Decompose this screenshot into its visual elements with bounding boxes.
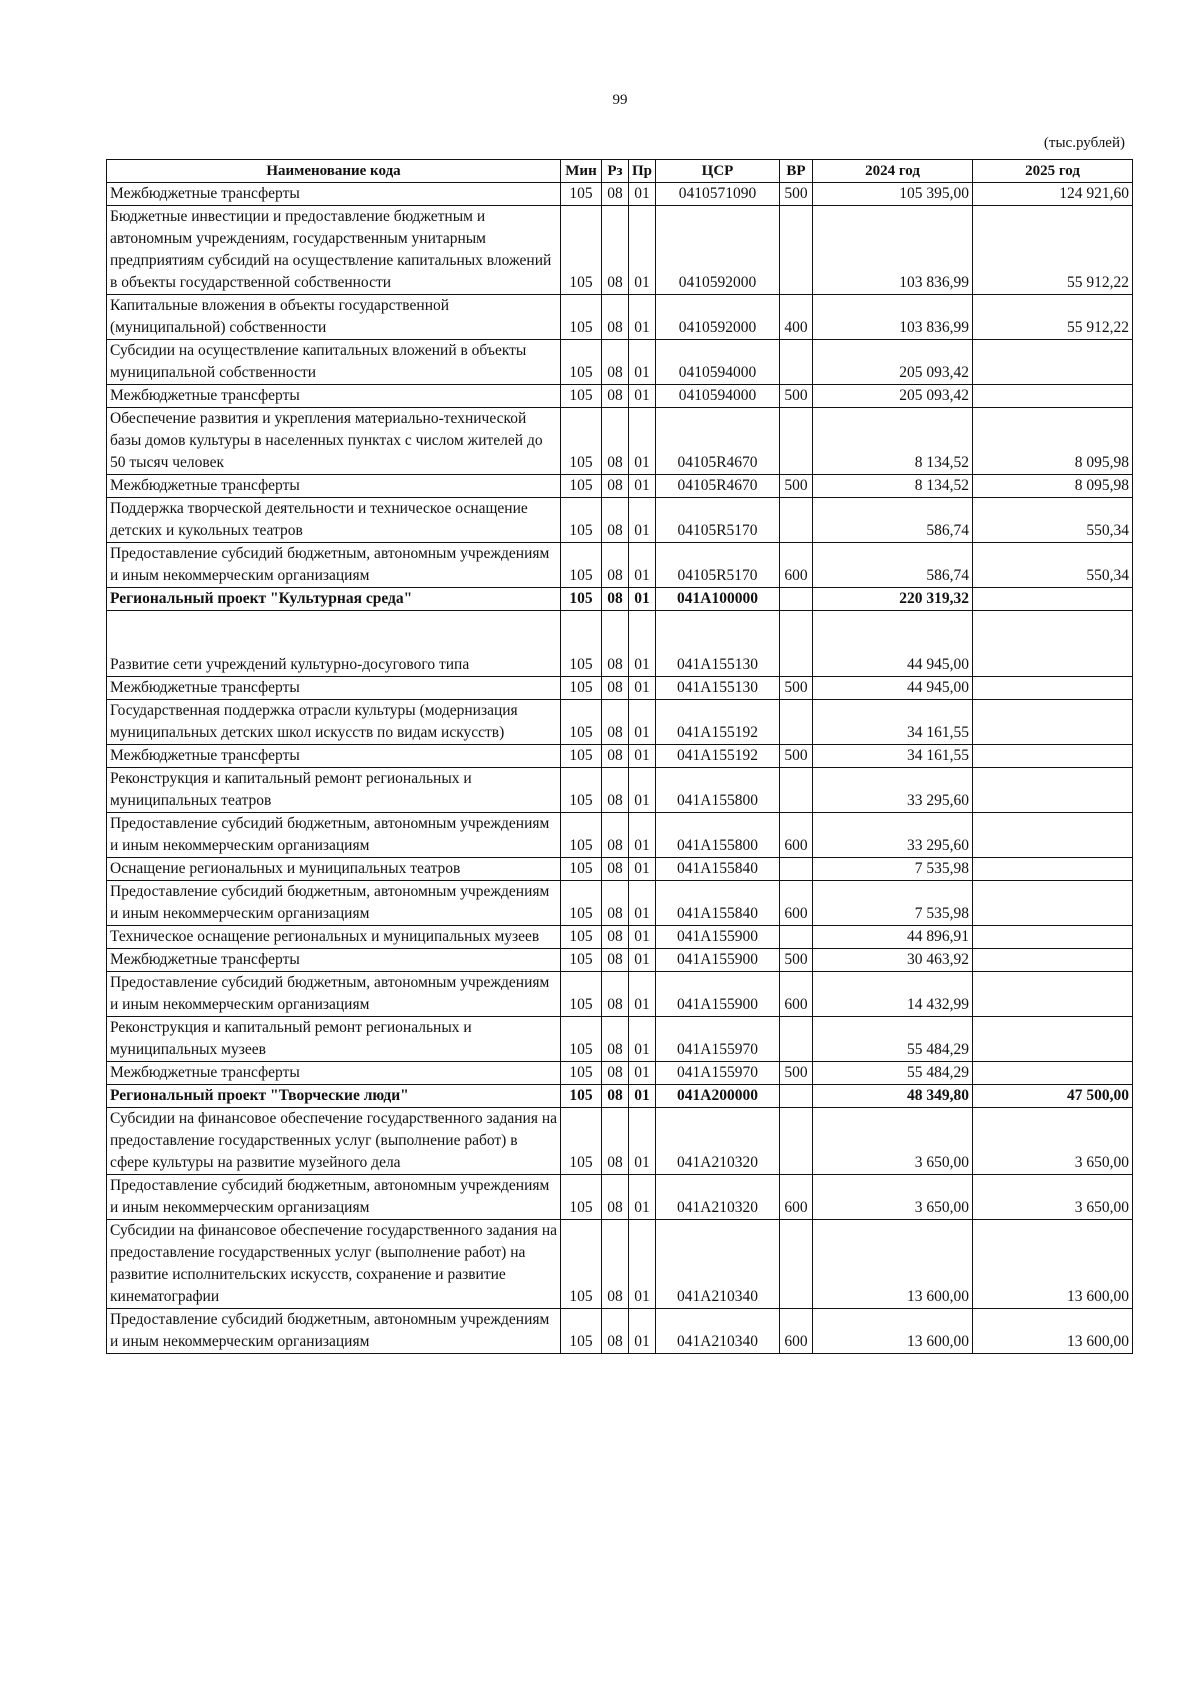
cell-2025: 55 912,22: [973, 295, 1133, 340]
cell-2025: 13 600,00: [973, 1309, 1133, 1354]
cell-csr: 041A100000: [656, 588, 780, 611]
cell-2025: 8 095,98: [973, 475, 1133, 498]
cell-2025: 8 095,98: [973, 408, 1133, 475]
cell-csr: 04105R5170: [656, 498, 780, 543]
cell-rz: 08: [602, 183, 629, 206]
cell-csr: 0410592000: [656, 295, 780, 340]
cell-vr: 500: [780, 745, 813, 768]
cell-rz: 08: [602, 881, 629, 926]
cell-min: 105: [561, 813, 602, 858]
cell-vr: [780, 858, 813, 881]
cell-2024: 14 432,99: [813, 972, 973, 1017]
table-body: [107, 183, 1133, 1354]
header-pr: Пр: [629, 160, 656, 183]
cell-vr: 600: [780, 972, 813, 1017]
cell-min: 105: [561, 340, 602, 385]
cell-pr: 01: [629, 813, 656, 858]
cell-pr: 01: [629, 498, 656, 543]
cell-min: 105: [561, 588, 602, 611]
table-row: [107, 949, 1133, 972]
table-row: [107, 295, 1133, 340]
cell-csr: 04105R4670: [656, 408, 780, 475]
cell-2024: 44 896,91: [813, 926, 973, 949]
cell-name: Техническое оснащение региональных и муниципальных музеев: [107, 926, 561, 949]
cell-pr: 01: [629, 588, 656, 611]
cell-vr: [780, 926, 813, 949]
cell-2025: [973, 949, 1133, 972]
table-row: [107, 611, 1133, 677]
cell-pr: 01: [629, 1220, 656, 1309]
cell-2024: 48 349,80: [813, 1085, 973, 1108]
cell-2024: 205 093,42: [813, 385, 973, 408]
cell-2024: 7 535,98: [813, 858, 973, 881]
table-row: [107, 588, 1133, 611]
cell-name: Бюджетные инвестиции и предоставление бюджетным и автономным учреждениям, государственным унитарным предприятиям субсидий на осуществление капитальных вложений в объекты государственной собственности: [107, 206, 561, 295]
cell-min: 105: [561, 1017, 602, 1062]
table-row: [107, 498, 1133, 543]
cell-csr: 04105R5170: [656, 543, 780, 588]
cell-name: Субсидии на финансовое обеспечение государственного задания на предоставление государственных услуг (выполнение работ) на развитие исполнительских искусств, сохранение и развитие кинематографии: [107, 1220, 561, 1309]
cell-min: 105: [561, 543, 602, 588]
cell-pr: 01: [629, 1175, 656, 1220]
cell-vr: [780, 206, 813, 295]
cell-2024: 55 484,29: [813, 1062, 973, 1085]
cell-2025: 47 500,00: [973, 1085, 1133, 1108]
cell-name: Межбюджетные трансферты: [107, 677, 561, 700]
cell-pr: 01: [629, 1017, 656, 1062]
cell-pr: 01: [629, 700, 656, 745]
cell-vr: 600: [780, 813, 813, 858]
cell-rz: 08: [602, 408, 629, 475]
cell-name: Обеспечение развития и укрепления материально-технической базы домов культуры в населенных пунктах с числом жителей до 50 тысяч человек: [107, 408, 561, 475]
cell-pr: 01: [629, 611, 656, 677]
cell-name: Межбюджетные трансферты: [107, 949, 561, 972]
cell-vr: [780, 611, 813, 677]
cell-vr: [780, 768, 813, 813]
cell-2024: 34 161,55: [813, 745, 973, 768]
header-2024: 2024 год: [813, 160, 973, 183]
cell-csr: 041A210320: [656, 1175, 780, 1220]
cell-pr: 01: [629, 475, 656, 498]
cell-rz: 08: [602, 1108, 629, 1175]
cell-2025: [973, 858, 1133, 881]
cell-2024: 586,74: [813, 543, 973, 588]
table-row: [107, 408, 1133, 475]
cell-rz: 08: [602, 475, 629, 498]
cell-pr: 01: [629, 183, 656, 206]
cell-2025: [973, 972, 1133, 1017]
cell-rz: 08: [602, 768, 629, 813]
header-2025: 2025 год: [973, 160, 1133, 183]
cell-2024: 3 650,00: [813, 1108, 973, 1175]
table-row: [107, 1085, 1133, 1108]
cell-2024: 8 134,52: [813, 408, 973, 475]
cell-2025: [973, 340, 1133, 385]
cell-name: Межбюджетные трансферты: [107, 385, 561, 408]
cell-2024: 586,74: [813, 498, 973, 543]
cell-pr: 01: [629, 745, 656, 768]
cell-2025: 550,34: [973, 543, 1133, 588]
table-row: [107, 1108, 1133, 1175]
cell-vr: 600: [780, 1309, 813, 1354]
cell-min: 105: [561, 1108, 602, 1175]
cell-2025: [973, 926, 1133, 949]
cell-vr: 500: [780, 475, 813, 498]
cell-name: Межбюджетные трансферты: [107, 475, 561, 498]
cell-csr: 041A155900: [656, 926, 780, 949]
cell-name: Развитие сети учреждений культурно-досугового типа: [107, 611, 561, 677]
cell-min: 105: [561, 1175, 602, 1220]
cell-vr: 500: [780, 385, 813, 408]
table-row: [107, 858, 1133, 881]
cell-name: Межбюджетные трансферты: [107, 183, 561, 206]
cell-min: 105: [561, 1309, 602, 1354]
cell-vr: 500: [780, 949, 813, 972]
cell-2025: [973, 768, 1133, 813]
cell-rz: 08: [602, 295, 629, 340]
cell-csr: 041A155840: [656, 881, 780, 926]
cell-csr: 0410571090: [656, 183, 780, 206]
cell-name: Государственная поддержка отрасли культуры (модернизация муниципальных детских школ искусств по видам искусств): [107, 700, 561, 745]
table-row: [107, 700, 1133, 745]
cell-min: 105: [561, 475, 602, 498]
cell-csr: 041A155900: [656, 972, 780, 1017]
cell-rz: 08: [602, 206, 629, 295]
table-row: [107, 745, 1133, 768]
cell-vr: [780, 498, 813, 543]
table-row: [107, 475, 1133, 498]
cell-pr: 01: [629, 1108, 656, 1175]
cell-pr: 01: [629, 949, 656, 972]
cell-min: 105: [561, 1220, 602, 1309]
cell-csr: 0410594000: [656, 385, 780, 408]
cell-min: 105: [561, 972, 602, 1017]
cell-csr: 041A155970: [656, 1062, 780, 1085]
table-row: [107, 1017, 1133, 1062]
cell-2024: 220 319,32: [813, 588, 973, 611]
cell-csr: 041A210340: [656, 1220, 780, 1309]
cell-name: Предоставление субсидий бюджетным, автономным учреждениям и иным некоммерческим организациям: [107, 543, 561, 588]
cell-vr: 600: [780, 1175, 813, 1220]
cell-vr: [780, 588, 813, 611]
cell-2025: 3 650,00: [973, 1175, 1133, 1220]
cell-vr: 600: [780, 881, 813, 926]
cell-vr: [780, 700, 813, 745]
cell-rz: 08: [602, 1220, 629, 1309]
cell-2024: 13 600,00: [813, 1220, 973, 1309]
cell-2025: [973, 1017, 1133, 1062]
cell-name: Межбюджетные трансферты: [107, 745, 561, 768]
cell-rz: 08: [602, 949, 629, 972]
cell-rz: 08: [602, 385, 629, 408]
cell-pr: 01: [629, 881, 656, 926]
cell-name: Капитальные вложения в объекты государственной (муниципальной) собственности: [107, 295, 561, 340]
table-row: [107, 1309, 1133, 1354]
cell-2024: 30 463,92: [813, 949, 973, 972]
cell-rz: 08: [602, 1309, 629, 1354]
cell-2024: 3 650,00: [813, 1175, 973, 1220]
cell-csr: 041A155800: [656, 813, 780, 858]
cell-csr: 0410594000: [656, 340, 780, 385]
header-vr: ВР: [780, 160, 813, 183]
cell-csr: 0410592000: [656, 206, 780, 295]
cell-pr: 01: [629, 858, 656, 881]
cell-csr: 041A210340: [656, 1309, 780, 1354]
cell-name: Предоставление субсидий бюджетным, автономным учреждениям и иным некоммерческим организациям: [107, 1175, 561, 1220]
table-row: [107, 1220, 1133, 1309]
cell-rz: 08: [602, 1017, 629, 1062]
cell-name: Оснащение региональных и муниципальных театров: [107, 858, 561, 881]
header-csr: ЦСР: [656, 160, 780, 183]
cell-vr: 400: [780, 295, 813, 340]
cell-rz: 08: [602, 588, 629, 611]
table-row: [107, 183, 1133, 206]
cell-min: 105: [561, 408, 602, 475]
cell-name: Субсидии на финансовое обеспечение государственного задания на предоставление государственных услуг (выполнение работ) в сфере культуры на развитие музейного дела: [107, 1108, 561, 1175]
cell-csr: 041A155800: [656, 768, 780, 813]
cell-rz: 08: [602, 700, 629, 745]
cell-min: 105: [561, 295, 602, 340]
cell-pr: 01: [629, 543, 656, 588]
cell-csr: 041A155970: [656, 1017, 780, 1062]
cell-2024: 7 535,98: [813, 881, 973, 926]
cell-rz: 08: [602, 858, 629, 881]
cell-2025: 55 912,22: [973, 206, 1133, 295]
cell-min: 105: [561, 768, 602, 813]
header-name: Наименование кода: [107, 160, 561, 183]
cell-2024: 8 134,52: [813, 475, 973, 498]
cell-name: Поддержка творческой деятельности и техническое оснащение детских и кукольных театров: [107, 498, 561, 543]
cell-csr: 041A155192: [656, 745, 780, 768]
cell-name: Предоставление субсидий бюджетным, автономным учреждениям и иным некоммерческим организациям: [107, 813, 561, 858]
cell-2025: [973, 588, 1133, 611]
cell-vr: [780, 1017, 813, 1062]
cell-min: 105: [561, 881, 602, 926]
header-min: Мин: [561, 160, 602, 183]
cell-vr: 500: [780, 183, 813, 206]
cell-csr: 041A155130: [656, 677, 780, 700]
cell-vr: [780, 408, 813, 475]
cell-name: Региональный проект "Культурная среда": [107, 588, 561, 611]
cell-rz: 08: [602, 1085, 629, 1108]
cell-pr: 01: [629, 768, 656, 813]
cell-2025: [973, 813, 1133, 858]
cell-min: 105: [561, 677, 602, 700]
cell-pr: 01: [629, 1085, 656, 1108]
table-row: [107, 813, 1133, 858]
cell-name: Предоставление субсидий бюджетным, автономным учреждениям и иным некоммерческим организациям: [107, 972, 561, 1017]
cell-2024: 55 484,29: [813, 1017, 973, 1062]
cell-2025: [973, 385, 1133, 408]
table-row: [107, 206, 1133, 295]
cell-2025: 124 921,60: [973, 183, 1133, 206]
cell-name: Региональный проект "Творческие люди": [107, 1085, 561, 1108]
cell-name: Предоставление субсидий бюджетным, автономным учреждениям и иным некоммерческим организациям: [107, 881, 561, 926]
cell-2025: [973, 745, 1133, 768]
header-rz: Рз: [602, 160, 629, 183]
table-header-row: [107, 160, 1133, 183]
cell-2024: 44 945,00: [813, 677, 973, 700]
cell-rz: 08: [602, 1062, 629, 1085]
cell-2024: 33 295,60: [813, 813, 973, 858]
units-label: (тыс.рублей): [1043, 135, 1125, 151]
cell-pr: 01: [629, 1062, 656, 1085]
cell-2025: [973, 677, 1133, 700]
cell-min: 105: [561, 926, 602, 949]
cell-2025: [973, 611, 1133, 677]
table-row: [107, 677, 1133, 700]
cell-rz: 08: [602, 498, 629, 543]
table-row: [107, 543, 1133, 588]
cell-csr: 04105R4670: [656, 475, 780, 498]
cell-2025: 550,34: [973, 498, 1133, 543]
cell-pr: 01: [629, 972, 656, 1017]
table-row: [107, 926, 1133, 949]
cell-2024: 13 600,00: [813, 1309, 973, 1354]
cell-2025: [973, 881, 1133, 926]
cell-min: 105: [561, 949, 602, 972]
cell-2024: 205 093,42: [813, 340, 973, 385]
cell-pr: 01: [629, 385, 656, 408]
cell-csr: 041A210320: [656, 1108, 780, 1175]
cell-rz: 08: [602, 972, 629, 1017]
cell-pr: 01: [629, 1309, 656, 1354]
cell-2024: 103 836,99: [813, 206, 973, 295]
cell-rz: 08: [602, 543, 629, 588]
cell-pr: 01: [629, 295, 656, 340]
cell-name: Межбюджетные трансферты: [107, 1062, 561, 1085]
cell-2024: 44 945,00: [813, 611, 973, 677]
cell-name: Предоставление субсидий бюджетным, автономным учреждениям и иным некоммерческим организациям: [107, 1309, 561, 1354]
page-number: 99: [612, 92, 628, 108]
cell-vr: [780, 1085, 813, 1108]
cell-pr: 01: [629, 408, 656, 475]
table-row: [107, 768, 1133, 813]
cell-pr: 01: [629, 677, 656, 700]
cell-2024: 103 836,99: [813, 295, 973, 340]
cell-name: Субсидии на осуществление капитальных вложений в объекты муниципальной собственности: [107, 340, 561, 385]
cell-vr: 500: [780, 1062, 813, 1085]
budget-table: [106, 159, 1133, 1354]
cell-rz: 08: [602, 813, 629, 858]
cell-rz: 08: [602, 745, 629, 768]
table-row: [107, 385, 1133, 408]
cell-name: Реконструкция и капитальный ремонт региональных и муниципальных театров: [107, 768, 561, 813]
cell-min: 105: [561, 1085, 602, 1108]
cell-min: 105: [561, 611, 602, 677]
cell-min: 105: [561, 385, 602, 408]
cell-min: 105: [561, 745, 602, 768]
cell-pr: 01: [629, 340, 656, 385]
cell-2025: [973, 700, 1133, 745]
cell-csr: 041A155192: [656, 700, 780, 745]
cell-rz: 08: [602, 1175, 629, 1220]
cell-min: 105: [561, 858, 602, 881]
cell-csr: 041A155840: [656, 858, 780, 881]
cell-2025: 3 650,00: [973, 1108, 1133, 1175]
cell-vr: [780, 340, 813, 385]
cell-vr: [780, 1220, 813, 1309]
cell-rz: 08: [602, 611, 629, 677]
cell-csr: 041A155130: [656, 611, 780, 677]
cell-rz: 08: [602, 340, 629, 385]
cell-pr: 01: [629, 206, 656, 295]
cell-rz: 08: [602, 677, 629, 700]
cell-2024: 34 161,55: [813, 700, 973, 745]
table-row: [107, 340, 1133, 385]
cell-csr: 041A155900: [656, 949, 780, 972]
cell-2024: 105 395,00: [813, 183, 973, 206]
cell-min: 105: [561, 206, 602, 295]
cell-pr: 01: [629, 926, 656, 949]
cell-vr: 600: [780, 543, 813, 588]
table-row: [107, 881, 1133, 926]
table-row: [107, 1175, 1133, 1220]
cell-min: 105: [561, 498, 602, 543]
table-row: [107, 1062, 1133, 1085]
cell-2024: 33 295,60: [813, 768, 973, 813]
cell-min: 105: [561, 1062, 602, 1085]
cell-min: 105: [561, 183, 602, 206]
cell-min: 105: [561, 700, 602, 745]
cell-vr: [780, 1108, 813, 1175]
cell-rz: 08: [602, 926, 629, 949]
table-row: [107, 972, 1133, 1017]
cell-csr: 041A200000: [656, 1085, 780, 1108]
cell-2025: 13 600,00: [973, 1220, 1133, 1309]
cell-vr: 500: [780, 677, 813, 700]
cell-name: Реконструкция и капитальный ремонт региональных и муниципальных музеев: [107, 1017, 561, 1062]
cell-2025: [973, 1062, 1133, 1085]
